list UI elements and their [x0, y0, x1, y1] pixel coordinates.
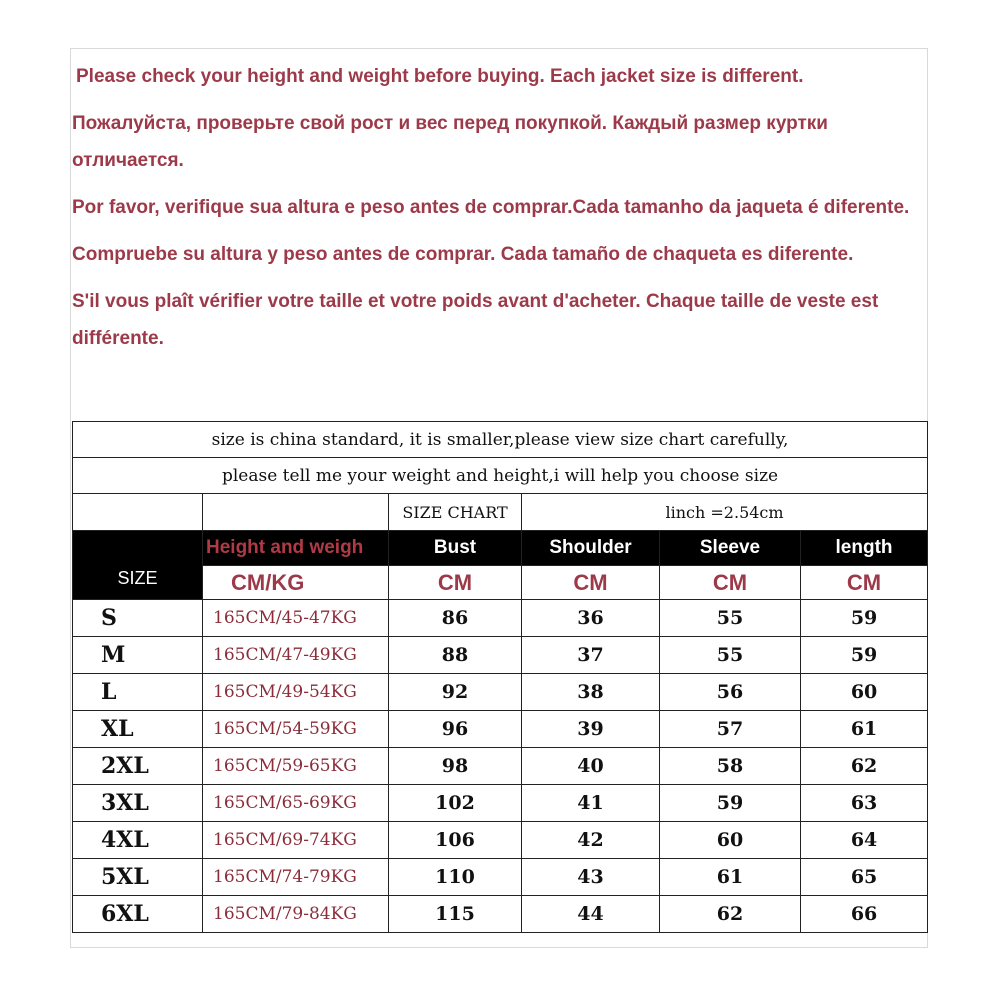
table-row — [73, 859, 928, 896]
table-row — [73, 637, 928, 674]
size-chart-label: SIZE CHART — [389, 494, 522, 531]
bust-cell: 92 — [389, 674, 522, 711]
table-row — [73, 748, 928, 785]
unit-height-weight: CM/KG — [203, 566, 389, 600]
sleeve-cell: 61 — [660, 859, 801, 896]
height-weight-cell: 165CM/69-74KG — [203, 822, 389, 859]
sleeve-cell: 62 — [660, 896, 801, 933]
height-weight-cell: 165CM/47-49KG — [203, 637, 389, 674]
height-weight-cell: 165CM/65-69KG — [203, 785, 389, 822]
height-weight-cell: 165CM/49-54KG — [203, 674, 389, 711]
bust-cell: 96 — [389, 711, 522, 748]
bust-cell: 98 — [389, 748, 522, 785]
inch-conversion-note: linch =2.54cm — [522, 494, 928, 531]
height-weight-cell: 165CM/74-79KG — [203, 859, 389, 896]
sleeve-cell: 56 — [660, 674, 801, 711]
shoulder-cell: 41 — [522, 785, 660, 822]
height-weight-cell: 165CM/45-47KG — [203, 600, 389, 637]
size-cell: S — [73, 600, 203, 637]
note-english: Please check your height and weight before buying. Each jacket size is different. — [76, 66, 804, 87]
shoulder-cell: 44 — [522, 896, 660, 933]
sleeve-cell: 58 — [660, 748, 801, 785]
length-cell: 64 — [801, 822, 928, 859]
header-sleeve: Sleeve — [660, 531, 801, 566]
banner-help-choose: please tell me your weight and height,i will help you choose size — [73, 458, 928, 494]
length-cell: 62 — [801, 748, 928, 785]
length-cell: 59 — [801, 600, 928, 637]
table-row — [73, 711, 928, 748]
size-cell: 2XL — [73, 748, 203, 785]
unit-bust: CM — [389, 566, 522, 600]
length-cell: 63 — [801, 785, 928, 822]
sleeve-cell: 57 — [660, 711, 801, 748]
length-cell: 61 — [801, 711, 928, 748]
header-size: SIZE — [73, 531, 203, 600]
bust-cell: 102 — [389, 785, 522, 822]
length-cell: 66 — [801, 896, 928, 933]
length-cell: 65 — [801, 859, 928, 896]
header-height-weight: Height and weigh — [203, 531, 389, 566]
table-row — [73, 896, 928, 933]
header-shoulder: Shoulder — [522, 531, 660, 566]
shoulder-cell: 37 — [522, 637, 660, 674]
size-cell: M — [73, 637, 203, 674]
bust-cell: 88 — [389, 637, 522, 674]
sleeve-cell: 55 — [660, 637, 801, 674]
unit-sleeve: CM — [660, 566, 801, 600]
size-cell: XL — [73, 711, 203, 748]
height-weight-cell: 165CM/79-84KG — [203, 896, 389, 933]
length-cell: 59 — [801, 637, 928, 674]
bust-cell: 106 — [389, 822, 522, 859]
unit-shoulder: CM — [522, 566, 660, 600]
bust-cell: 115 — [389, 896, 522, 933]
size-cell: L — [73, 674, 203, 711]
height-weight-cell: 165CM/54-59KG — [203, 711, 389, 748]
height-weight-cell: 165CM/59-65KG — [203, 748, 389, 785]
size-cell: 3XL — [73, 785, 203, 822]
sleeve-cell: 59 — [660, 785, 801, 822]
size-chart-table — [72, 421, 928, 933]
size-cell: 5XL — [73, 859, 203, 896]
shoulder-cell: 42 — [522, 822, 660, 859]
sleeve-cell: 60 — [660, 822, 801, 859]
note-spanish: Compruebe su altura y peso antes de comprar. Cada tamaño de chaqueta es diferente. — [72, 244, 854, 265]
size-cell: 4XL — [73, 822, 203, 859]
length-cell: 60 — [801, 674, 928, 711]
note-french: S'il vous plaît vérifier votre taille et votre poids avant d'acheter. Chaque taille de veste est différente. — [72, 291, 879, 349]
shoulder-cell: 38 — [522, 674, 660, 711]
bust-cell: 86 — [389, 600, 522, 637]
note-portuguese: Por favor, verifique sua altura e peso antes de comprar.Cada tamanho da jaqueta é diferente. — [72, 197, 910, 218]
shoulder-cell: 36 — [522, 600, 660, 637]
shoulder-cell: 43 — [522, 859, 660, 896]
header-bust: Bust — [389, 531, 522, 566]
note-russian: Пожалуйста, проверьте свой рост и вес перед покупкой. Каждый размер куртки отличается. — [72, 113, 828, 171]
shoulder-cell: 40 — [522, 748, 660, 785]
sleeve-cell: 55 — [660, 600, 801, 637]
table-row — [73, 785, 928, 822]
header-length: length — [801, 531, 928, 566]
unit-length: CM — [801, 566, 928, 600]
bust-cell: 110 — [389, 859, 522, 896]
table-row — [73, 600, 928, 637]
blank-cell — [203, 494, 389, 531]
table-row — [73, 822, 928, 859]
table-row — [73, 674, 928, 711]
shoulder-cell: 39 — [522, 711, 660, 748]
banner-size-standard: size is china standard, it is smaller,please view size chart carefully, — [73, 422, 928, 458]
blank-cell — [73, 494, 203, 531]
purchase-notes — [72, 58, 928, 367]
size-cell: 6XL — [73, 896, 203, 933]
